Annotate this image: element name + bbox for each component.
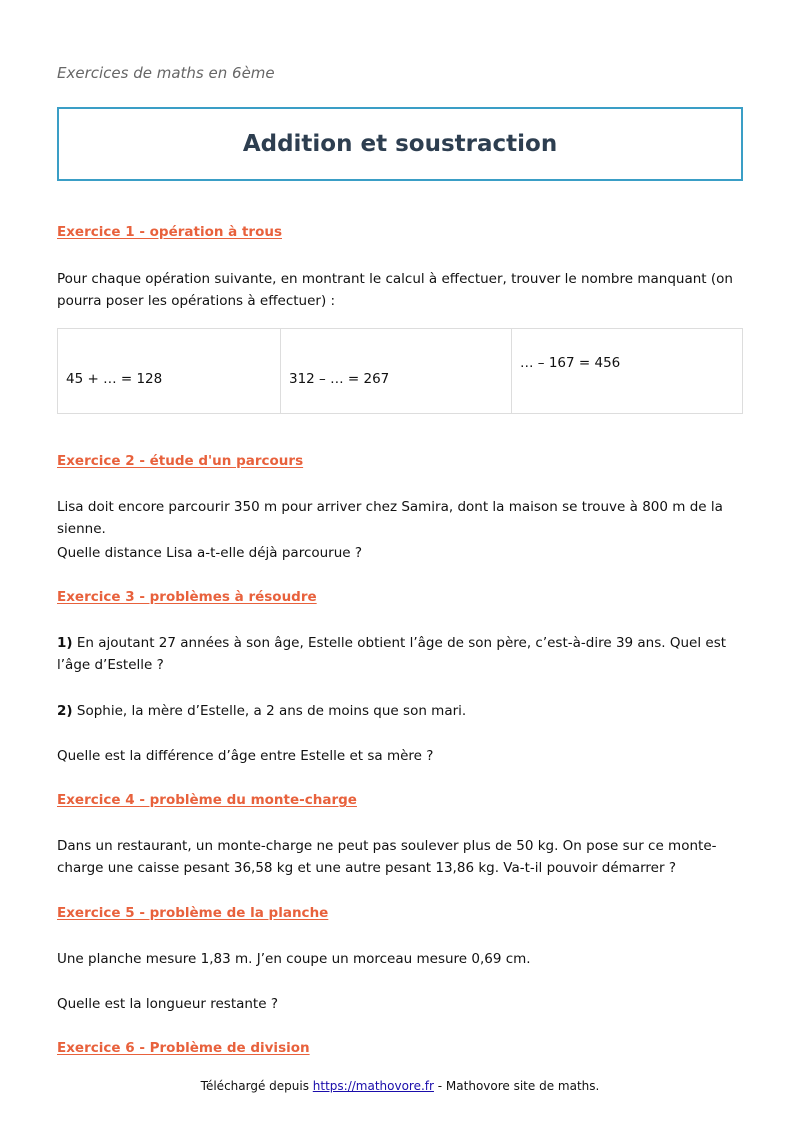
question-text: En ajoutant 27 années à son âge, Estelle obtient l’âge de son père, c’est-à-dire 39 ans. Quel est l’âge d’Estelle ?: [57, 635, 727, 673]
footer-link[interactable]: https://mathovore.fr: [312, 1079, 434, 1093]
title-box: [57, 107, 743, 181]
exercise-3-title: Exercice 3 - problèmes à résoudre: [57, 589, 317, 605]
operations-table: [57, 328, 743, 414]
exercise-2-question: Quelle distance Lisa a-t-elle déjà parcourue ?: [57, 545, 363, 561]
exercise-1-title: Exercice 1 - opération à trous: [57, 224, 282, 240]
exercise-3-q3: Quelle est la différence d’âge entre Estelle et sa mère ?: [57, 748, 434, 764]
operation-cell: … – 167 = 456: [512, 329, 743, 414]
page-title: Addition et soustraction: [242, 131, 558, 157]
footer-suffix: - Mathovore site de maths.: [433, 1079, 600, 1093]
page-footer: [0, 1079, 800, 1093]
operation-cell: 312 – … = 267: [281, 329, 512, 414]
exercise-5-text: Une planche mesure 1,83 m. J’en coupe un morceau mesure 0,69 cm.: [57, 951, 531, 967]
exercise-6-title: Exercice 6 - Problème de division: [57, 1040, 310, 1056]
exercise-2-title: Exercice 2 - étude d'un parcours: [57, 453, 304, 469]
exercise-3-q2: [57, 700, 743, 722]
exercise-3-q1: [57, 632, 743, 676]
exercise-2-text: Lisa doit encore parcourir 350 m pour arriver chez Samira, dont la maison se trouve à 800 m de la sienne.: [57, 499, 723, 537]
exercise-4-text: Dans un restaurant, un monte-charge ne peut pas soulever plus de 50 kg. On pose sur ce monte-charge une caisse pesant 36,58 kg et une autre pesant 13,86 kg. Va-t-il pouvoir démarrer ?: [57, 838, 717, 876]
exercise-5-question: Quelle est la longueur restante ?: [57, 996, 278, 1012]
question-text: Sophie, la mère d’Estelle, a 2 ans de moins que son mari.: [76, 703, 467, 719]
exercise-4-title: Exercice 4 - problème du monte-charge: [57, 792, 357, 808]
question-number: 2): [57, 703, 73, 719]
exercise-5-title: Exercice 5 - problème de la planche: [57, 905, 329, 921]
question-number: 1): [57, 635, 73, 651]
exercise-1-intro: Pour chaque opération suivante, en montrant le calcul à effectuer, trouver le nombre manquant (on pourra poser les opérations à effectuer) :: [57, 271, 733, 309]
operation-cell: 45 + … = 128: [58, 329, 281, 414]
page-subtitle: Exercices de maths en 6ème: [57, 64, 275, 82]
footer-prefix: Téléchargé depuis: [200, 1079, 313, 1093]
